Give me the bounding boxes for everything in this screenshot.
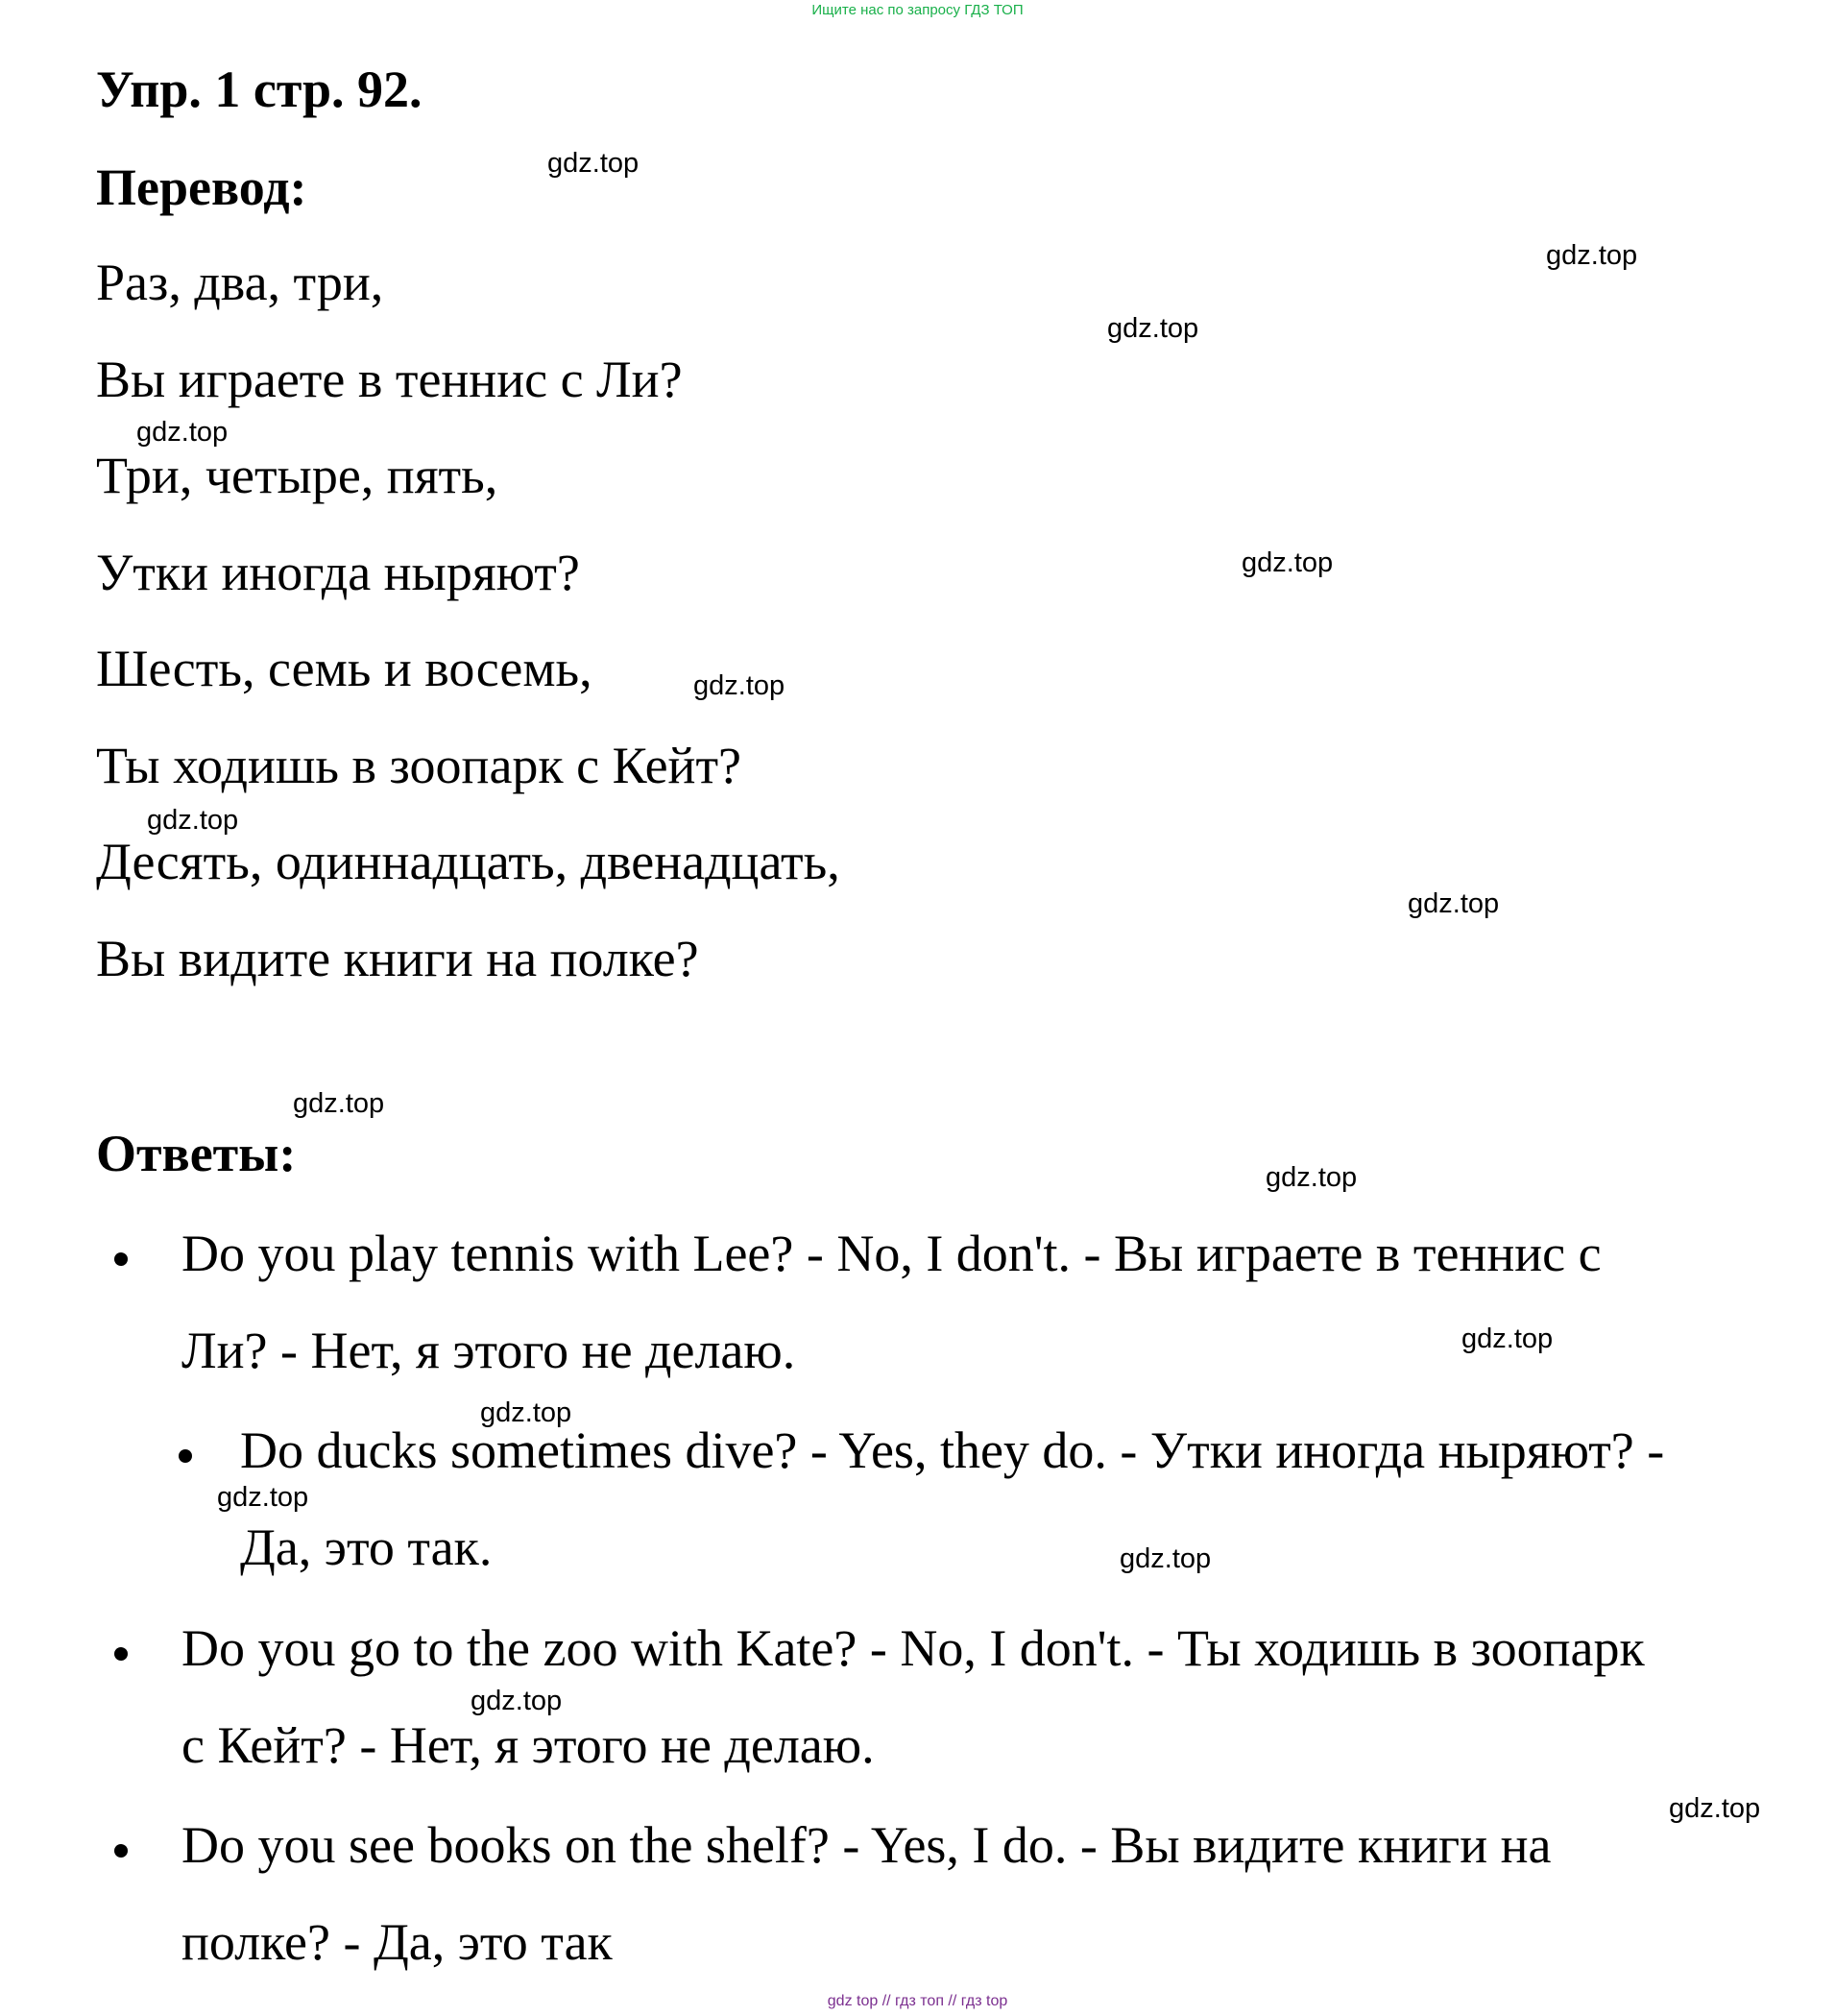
watermark: gdz.top bbox=[1107, 313, 1199, 344]
watermark: gdz.top bbox=[1408, 888, 1500, 919]
answer-line: Да, это так. bbox=[240, 1518, 493, 1576]
poem-line: Вы играете в теннис с Ли? bbox=[96, 351, 683, 408]
poem-line: Десять, одиннадцать, двенадцать, bbox=[96, 833, 840, 890]
watermark: gdz.top bbox=[1242, 547, 1334, 578]
watermark: gdz.top bbox=[1546, 240, 1638, 271]
translation-heading: Перевод: bbox=[96, 158, 307, 216]
poem-line: Вы видите книги на полке? bbox=[96, 930, 699, 987]
watermark: gdz.top bbox=[217, 1482, 309, 1513]
answer-line: Do ducks sometimes dive? - Yes, they do. - Утки иногда ныряют? - bbox=[240, 1421, 1665, 1479]
bullet-icon bbox=[114, 1252, 128, 1266]
answer-line: Do you go to the zoo with Kate? - No, I don't. - Ты ходишь в зоопарк bbox=[181, 1619, 1645, 1677]
watermark: gdz.top bbox=[1461, 1324, 1554, 1354]
watermark: gdz.top bbox=[1266, 1162, 1358, 1193]
poem-line: Шесть, семь и восемь, bbox=[96, 640, 592, 697]
footer: gdz top // гдз топ // гдз top bbox=[827, 1993, 1008, 2009]
watermark: gdz.top bbox=[471, 1686, 563, 1716]
bullet-icon bbox=[114, 1844, 128, 1858]
watermark: gdz.top bbox=[147, 805, 239, 836]
watermark: gdz.top bbox=[693, 670, 785, 701]
watermark: gdz.top bbox=[1669, 1793, 1761, 1824]
answer-line: Ли? - Нет, я этого не делаю. bbox=[181, 1322, 796, 1379]
answer-line: полке? - Да, это так bbox=[181, 1913, 613, 1971]
poem-line: Утки иногда ныряют? bbox=[96, 544, 580, 601]
watermark: gdz.top bbox=[293, 1088, 385, 1119]
bullet-icon bbox=[179, 1449, 192, 1463]
watermark: gdz.top bbox=[480, 1397, 572, 1428]
poem-line: Раз, два, три, bbox=[96, 254, 384, 311]
answer-line: с Кейт? - Нет, я этого не делаю. bbox=[181, 1716, 875, 1774]
bullet-icon bbox=[114, 1647, 128, 1661]
watermark: gdz.top bbox=[1120, 1543, 1212, 1574]
watermark: gdz.top bbox=[547, 148, 640, 179]
answer-line: Do you see books on the shelf? - Yes, I do. - Вы видите книги на bbox=[181, 1816, 1552, 1874]
poem-line: Три, четыре, пять, bbox=[96, 447, 498, 504]
answer-line: Do you play tennis with Lee? - No, I don't. - Вы играете в теннис с bbox=[181, 1225, 1602, 1282]
poem-line: Ты ходишь в зоопарк с Кейт? bbox=[96, 737, 742, 794]
exercise-title: Упр. 1 стр. 92. bbox=[96, 61, 423, 118]
watermark: gdz.top bbox=[136, 417, 229, 448]
top-banner: Ищите нас по запросу ГДЗ ТОП bbox=[811, 2, 1024, 18]
answers-heading: Ответы: bbox=[96, 1125, 297, 1182]
